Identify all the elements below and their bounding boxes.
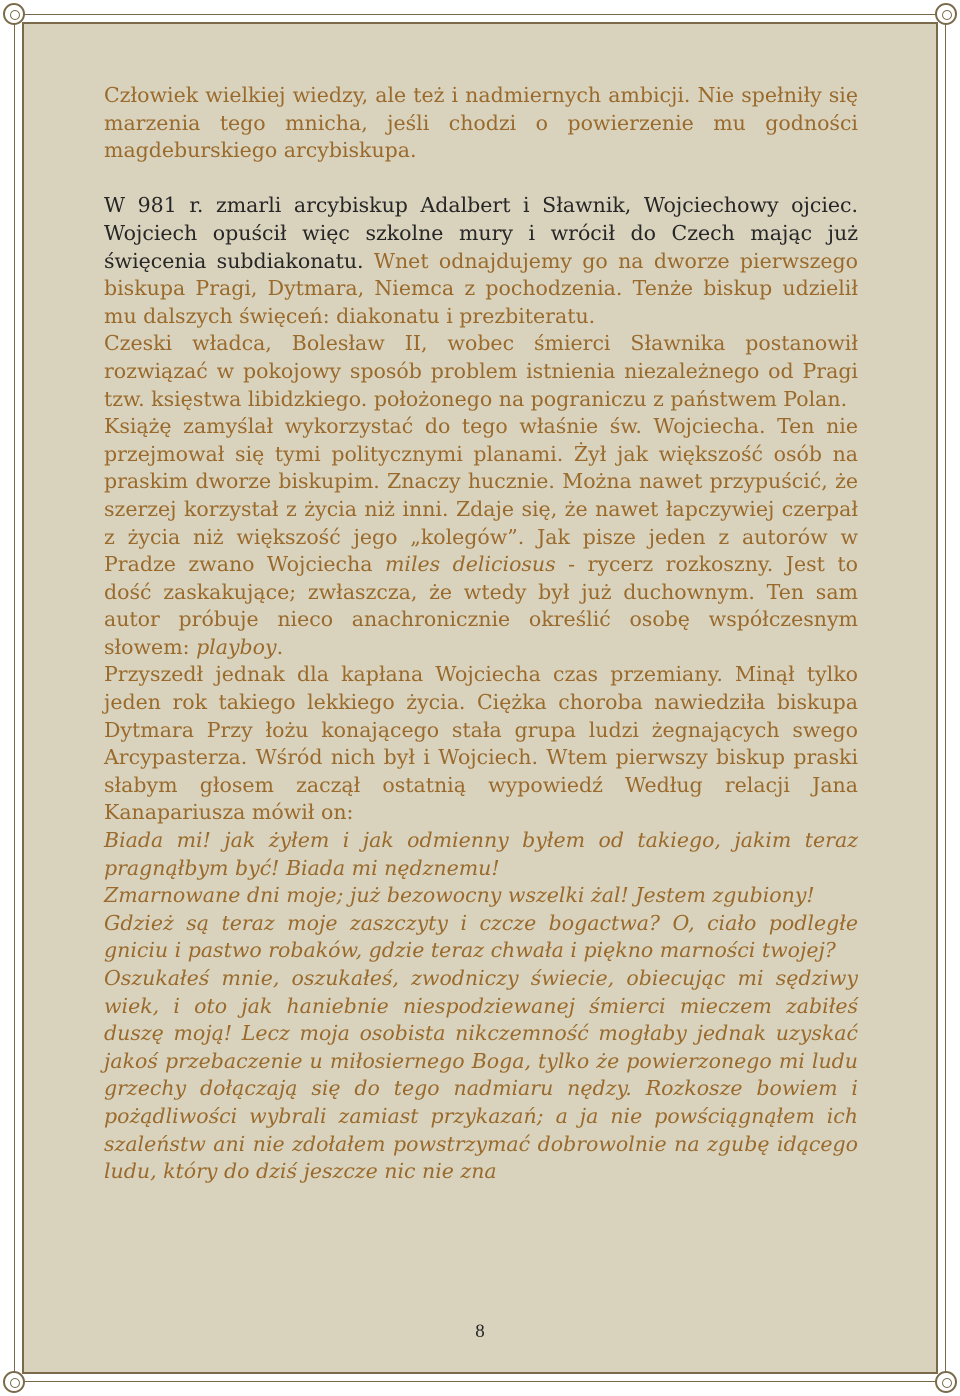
paragraph-981-dark-text: W 981 r. zmarli arcybiskup Adalbert i Sławnik, Wojciechowy ojciec. Wojciech opuścił więc szkolne mury i wrócił do Czech mając już święcenia subdiakonatu. [104,193,858,273]
paragraph-spacer [104,165,858,193]
paragraph-981 [104,192,858,330]
paragraph-ambition-text: Człowiek wielkiej wiedzy, ale też i nadmiernych ambicji. Nie spełniły się marzenia tego mnicha, jeśli chodzi o powierzenie mu godności magdeburskiego arcybiskupa. [104,83,858,163]
quote-honors: Gdzież są teraz moje zaszczyty i czcze bogactwa? O, ciało podległe gniciu i pastwo robaków, gdzie teraz chwała i piękno marności twojej? [104,910,858,963]
paragraph-ambition [104,82,858,165]
corner-ornament-bottom-left [3,1371,25,1393]
quote-woe: Biada mi! jak żyłem i jak odmienny byłem od takiego, jakim teraz pragnąłbym być! Biada mi nędznemu! [104,828,858,880]
playboy-word: playboy [196,634,277,659]
paragraph-duke [104,413,858,661]
miles-deliciosus-phrase: miles deliciosus [384,552,556,577]
paragraph-boleslaw [104,330,858,413]
corner-ornament-bottom-right [935,1371,957,1393]
paragraph-transformation-text: Przyszedł jednak dla kapłana Wojciecha czas przemiany. Minął tylko jeden rok takiego lekkiego życia. Ciężka choroba nawiedziła biskupa Dytmara Przy łożu konającego stała grupa ludzi żegnających swego Arcypasterza. Wśród nich był i Wojciech. Wtem pierwszy biskup praski słabym głosem zaczął ostatnią wypowiedź Według relacji Jana Kanapariusza mówił on: [104,662,858,825]
paragraph-transformation [104,661,858,827]
paragraph-duke-text-c: . [276,634,284,659]
paragraph-boleslaw-text: Czeski władca, Bolesław II, wobec śmierci Sławnika postanowił rozwiązać w pokojowy sposób problem istnienia niezależnego od Pragi tzw. księstwa libidzkiego. położonego na pograniczu z państwem Polan. [104,331,858,411]
paragraph-duke-text-a: Książę zamyślał wykorzystać do tego właśnie św. Wojciecha. Ten nie przejmował się tymi politycznymi planami. Żył jak większość osób na praskim dworze biskupim. Znaczy hucznie. Można nawet przypuścić, że szerzej korzystał z życia niż inni. Zdaje się, że nawet łapczywiej czerpał z życia niż większość jego „kolegów”. Jak pisze jeden z autorów w Pradze zwano Wojciecha [104,414,858,577]
paragraph-981-brown-text: Wnet odnajdujemy go na dworze pierwszego biskupa Pragi, Dytmara, Niemca z pochodzenia. Tenże biskup udzielił mu dalszych święceń: diakonatu i prezbiteratu. [104,248,858,328]
corner-ornament-top-left [3,3,25,25]
quote-wasted-days: Zmarnowane dni moje; już bezowocny wszelki żal! Jestem zgubiony! [104,883,815,908]
page-number: 8 [475,1321,485,1342]
corner-ornament-top-right [935,3,957,25]
paragraph-duke-text-b: - rycerz rozkoszny. Jest to dość zaskakujące; zwłaszcza, że wtedy był już duchownym. Ten sam autor próbuje nieco anachronicznie określić osobę współczesnym słowem: [104,552,858,659]
document-body [104,82,858,1186]
quote-deceived: Oszukałeś mnie, oszukałeś, zwodniczy świecie, obiecując mi sędziwy wiek, i oto jak haniebnie niespodziewanej śmierci mieczem zabiłeś duszę moją! Lecz moja osobista nikczemność mogłaby jednak uzyskać jakoś przebaczenie u miłosiernego Boga, tylko że powierzonego mi ludu grzechy dołączają się do tego nadmiaru nędzy. Rozkosze bowiem i pożądliwości wybrali zamiast przykazań; a ja nie powściągnąłem ich szaleństw ani nie zdołałem powstrzymać dobrowolnie na zgubę idącego ludu, który do dziś jeszcze nic nie zna [104,966,858,1184]
